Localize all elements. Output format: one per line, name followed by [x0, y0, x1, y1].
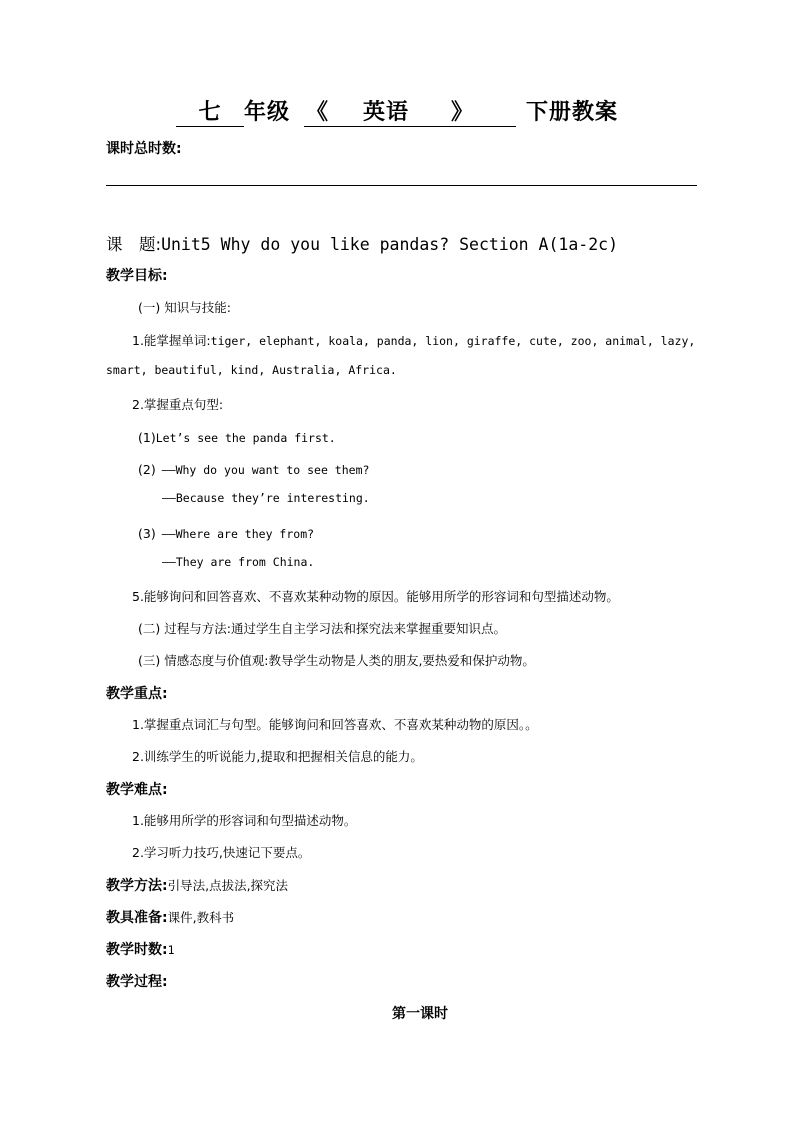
page-title: [0, 95, 794, 129]
methods-label: 教学方法:: [106, 878, 168, 894]
difficulty-1: 1.能够用所学的形容词和句型描述动物。: [132, 813, 357, 828]
sentence-2-q-text: ——Why do you want to see them?: [161, 463, 370, 477]
title-subject-underline: [304, 100, 516, 127]
topic-label: 课 题:: [106, 235, 162, 254]
objective-item-5: 5.能够询问和回答喜欢、不喜欢某种动物的原因。能够用所学的形容词和句型描述动物。: [132, 589, 619, 604]
total-hours-label: 课时总时数:: [106, 141, 182, 157]
sentence-2-num: (2): [138, 462, 156, 477]
materials-label: 教具准备:: [106, 910, 168, 926]
difficulties-heading: 教学难点:: [106, 782, 168, 798]
vocab-prefix: 1.能掌握单词:: [132, 333, 211, 348]
sentence-3-answer: ——They are from China.: [162, 555, 315, 569]
key-point-1: 1.掌握重点词汇与句型。能够询问和回答喜欢、不喜欢某种动物的原因。。: [132, 717, 538, 732]
process-method: (二) 过程与方法:通过学生自主学习法和探究法来掌握重要知识点。: [138, 621, 506, 636]
sentence-3-num: (3): [138, 526, 156, 541]
hours-line: [106, 939, 175, 959]
methods-line: [106, 875, 288, 895]
title-subject: 英语: [363, 100, 410, 125]
difficulty-2: 2.学习听力技巧,快速记下要点。: [132, 845, 311, 860]
title-right-quote: 》: [451, 100, 475, 125]
sentence-1-text: Let’s see the panda first.: [155, 431, 336, 445]
hours-value: 1: [167, 943, 175, 957]
attitude-values: (三) 情感态度与价值观:教导学生动物是人类的朋友,要热爱和保护动物。: [138, 653, 535, 668]
sentence-2-question: [138, 459, 369, 478]
sentence-1-num: (1): [138, 430, 156, 445]
title-left-quote: 《: [306, 100, 330, 125]
materials-value: 课件,教科书: [167, 910, 235, 925]
title-grade-suffix: 年级: [243, 100, 290, 125]
objectives-heading: 教学目标:: [106, 268, 168, 284]
vocab-words-a: tiger, elephant, koala, panda, lion, giraffe, cute, zoo, animal, lazy,: [210, 334, 696, 348]
sentence-1: [138, 427, 336, 446]
key-points-heading: 教学重点:: [106, 686, 168, 702]
sentence-patterns-heading: 2.掌握重点句型:: [132, 397, 224, 412]
hours-label: 教学时数:: [106, 942, 168, 958]
methods-value: 引导法,点拔法,探究法: [167, 878, 289, 893]
vocab-line-2: smart, beautiful, kind, Australia, Africa.: [106, 363, 397, 377]
sentence-3-question: [138, 523, 314, 542]
topic-text: Unit5 Why do you like pandas? Section A(1a-2c): [161, 235, 619, 254]
materials-line: [106, 907, 234, 927]
process-heading: 教学过程:: [106, 974, 168, 990]
vocab-line-1: [132, 331, 695, 349]
knowledge-heading: (一) 知识与技能:: [138, 300, 231, 315]
topic-line: [106, 231, 618, 255]
sentence-3-q-text: ——Where are they from?: [161, 527, 315, 541]
sentence-2-answer: ——Because they’re interesting.: [162, 491, 370, 505]
header-divider: [106, 185, 697, 186]
title-volume: 下册教案: [526, 100, 619, 125]
title-grade: 七: [176, 100, 244, 127]
key-point-2: 2.训练学生的听说能力,提取和把握相关信息的能力。: [132, 749, 423, 764]
first-lesson-heading: 第一课时: [392, 1006, 448, 1022]
